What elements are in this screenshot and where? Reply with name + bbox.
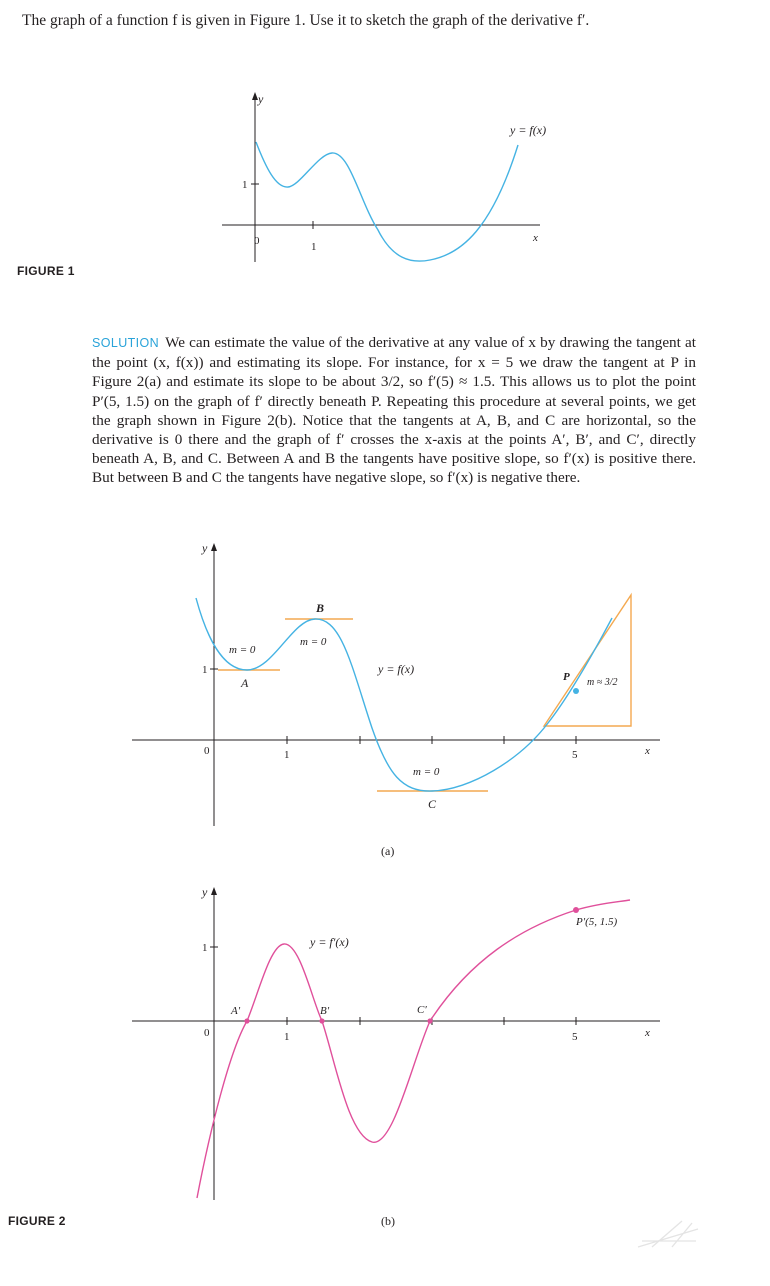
y-axis-label: y [202,541,208,555]
origin-label: 0 [254,235,260,247]
solution-keyword: SOLUTION [92,336,160,350]
origin-label: 0 [204,1027,210,1039]
solution-text: We can estimate the value of the derivative at any value of x by drawing the tangent at the point (x, f(x)) and estimating its slope. For instance, for x = 5 we draw the tangent at P in Figure 2(a) and estimate its slope to be about 3/2, so f′(5) ≈ 1.5. This allows us to plot the point P′(5, 1.5) on the graph of f′ directly beneath P. Repeating this procedure at several points, we get the graph shown in Figure 2(b). Notice that the tangents at A, B, and C are horizontal, so the derivative is 0 there and the graph of f′ crosses the x-axis at the points A′, B′, and C′, directly beneath A, B, and C. Between A and B the tangents have positive slope, so f′(x) is positive there. But between B and C the tangents have negative slope, so f′(x) is negative there. [92,334,696,487]
curve-f [256,142,518,261]
x-tick-label-1: 1 [311,241,317,253]
point-A-prime-label: A′ [231,1005,241,1017]
curve-label: y = f′(x) [310,935,349,949]
figure-1-label: FIGURE 1 [17,264,75,278]
caption-a: (a) [381,844,395,858]
y-tick-label-1: 1 [242,179,248,191]
slope-P-label: m ≈ 3/2 [587,677,618,688]
point-B-label: B [316,601,325,615]
y-axis-arrow [211,543,217,551]
point-C-prime-label: C′ [417,1004,427,1016]
x-tick-label-1: 1 [284,749,290,761]
point-P-marker [573,688,579,694]
x-tick-label-5: 5 [572,1031,578,1043]
publisher-logo-icon [632,1215,704,1251]
curve-f-prime [197,900,630,1198]
point-C-prime-marker [427,1018,432,1023]
point-B-prime-marker [319,1018,324,1023]
slope-A-label: m = 0 [229,644,256,656]
x-tick-label-1: 1 [284,1031,290,1043]
figure-2b-graph [0,880,770,1230]
x-axis-label: x [645,745,650,757]
point-A-prime-marker [244,1018,249,1023]
solution-paragraph [92,333,696,488]
curve-label: y = f(x) [378,662,415,676]
curve-f [196,598,612,791]
y-tick-label-1: 1 [202,942,208,954]
point-P-prime-label: P′(5, 1.5) [576,916,618,928]
x-axis-label: x [645,1027,650,1039]
curve-label: y = f(x) [510,123,547,137]
y-tick-label-1: 1 [202,664,208,676]
figure-2-label: FIGURE 2 [8,1214,66,1228]
point-P-prime-marker [573,907,579,913]
slope-B-label: m = 0 [300,636,327,648]
x-axis-label: x [533,232,538,244]
point-A-label: A [241,676,249,690]
x-tick-label-5: 5 [572,749,578,761]
figure-2a-graph [0,540,770,870]
tangent-P-triangle [544,595,631,726]
problem-statement: The graph of a function f is given in Figure 1. Use it to sketch the graph of the derivative f′. [22,12,590,29]
origin-label: 0 [204,745,210,757]
y-axis-label: y [202,885,208,899]
y-axis-arrow [211,887,217,895]
caption-b: (b) [381,1214,395,1228]
point-C-label: C [428,797,437,811]
figure-1-graph [0,90,770,270]
point-B-prime-label: B′ [320,1005,330,1017]
point-P-label: P [563,671,570,683]
y-axis-label: y [258,92,264,106]
slope-C-label: m = 0 [413,766,440,778]
